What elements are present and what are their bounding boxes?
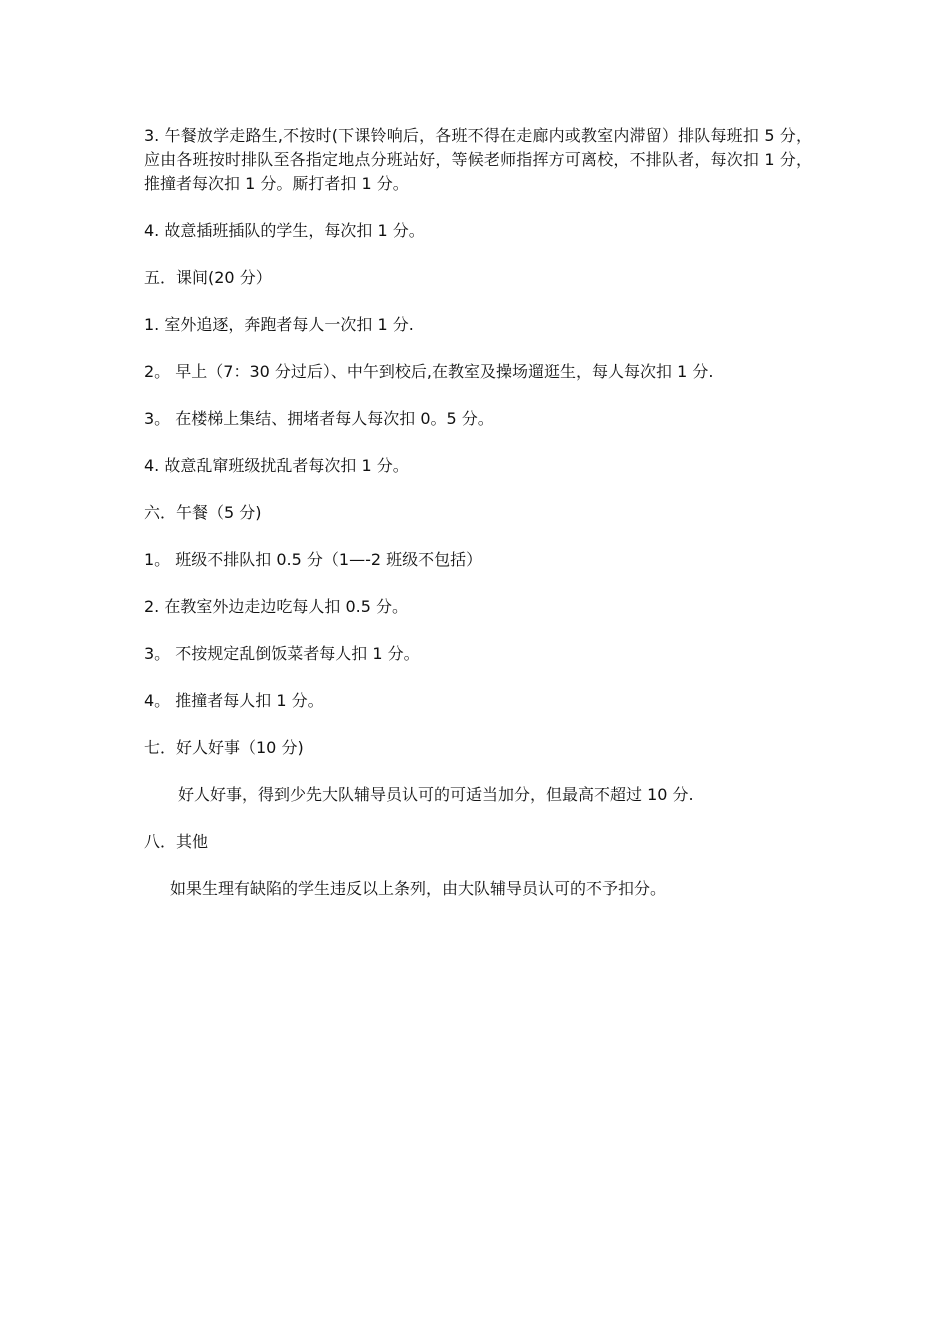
section-heading: 五．课间(20 分） bbox=[144, 268, 272, 287]
rule-paragraph: 4。 推撞者每人扣 1 分。 bbox=[144, 691, 324, 710]
rule-paragraph: 4. 故意乱窜班级扰乱者每次扣 1 分。 bbox=[144, 456, 409, 475]
rule-paragraph: 3. 午餐放学走路生,不按时(下课铃响后，各班不得在走廊内或教室内滞留）排队每班扣 5 分，应由各班按时排队至各指定地点分班站好，等候老师指挥方可离校，不排队者，每次扣 1 分，推撞者每次扣 1 分。厮打者扣 1 分。 bbox=[144, 126, 812, 193]
rule-paragraph: 2. 在教室外边走边吃每人扣 0.5 分。 bbox=[144, 597, 408, 616]
section-heading: 七．好人好事（10 分) bbox=[144, 738, 304, 757]
rule-paragraph: 好人好事，得到少先大队辅导员认可的可适当加分，但最高不超过 10 分. bbox=[178, 785, 694, 804]
rule-paragraph: 4. 故意插班插队的学生，每次扣 1 分。 bbox=[144, 221, 425, 240]
rule-paragraph: 如果生理有缺陷的学生违反以上条列，由大队辅导员认可的不予扣分。 bbox=[170, 879, 667, 898]
rule-paragraph: 1。 班级不排队扣 0.5 分（1—-2 班级不包括） bbox=[144, 550, 483, 569]
section-heading: 八．其他 bbox=[144, 832, 209, 851]
rule-paragraph: 2。 早上（7：30 分过后）、中午到校后,在教室及操场遛逛生，每人每次扣 1 分. bbox=[144, 362, 714, 381]
document-body bbox=[144, 124, 812, 924]
rule-paragraph: 3。 在楼梯上集结、拥堵者每人每次扣 0。5 分。 bbox=[144, 409, 494, 428]
rule-paragraph: 3。 不按规定乱倒饭菜者每人扣 1 分。 bbox=[144, 644, 420, 663]
section-heading: 六．午餐（5 分) bbox=[144, 503, 262, 522]
rule-paragraph: 1. 室外追逐，奔跑者每人一次扣 1 分. bbox=[144, 315, 414, 334]
